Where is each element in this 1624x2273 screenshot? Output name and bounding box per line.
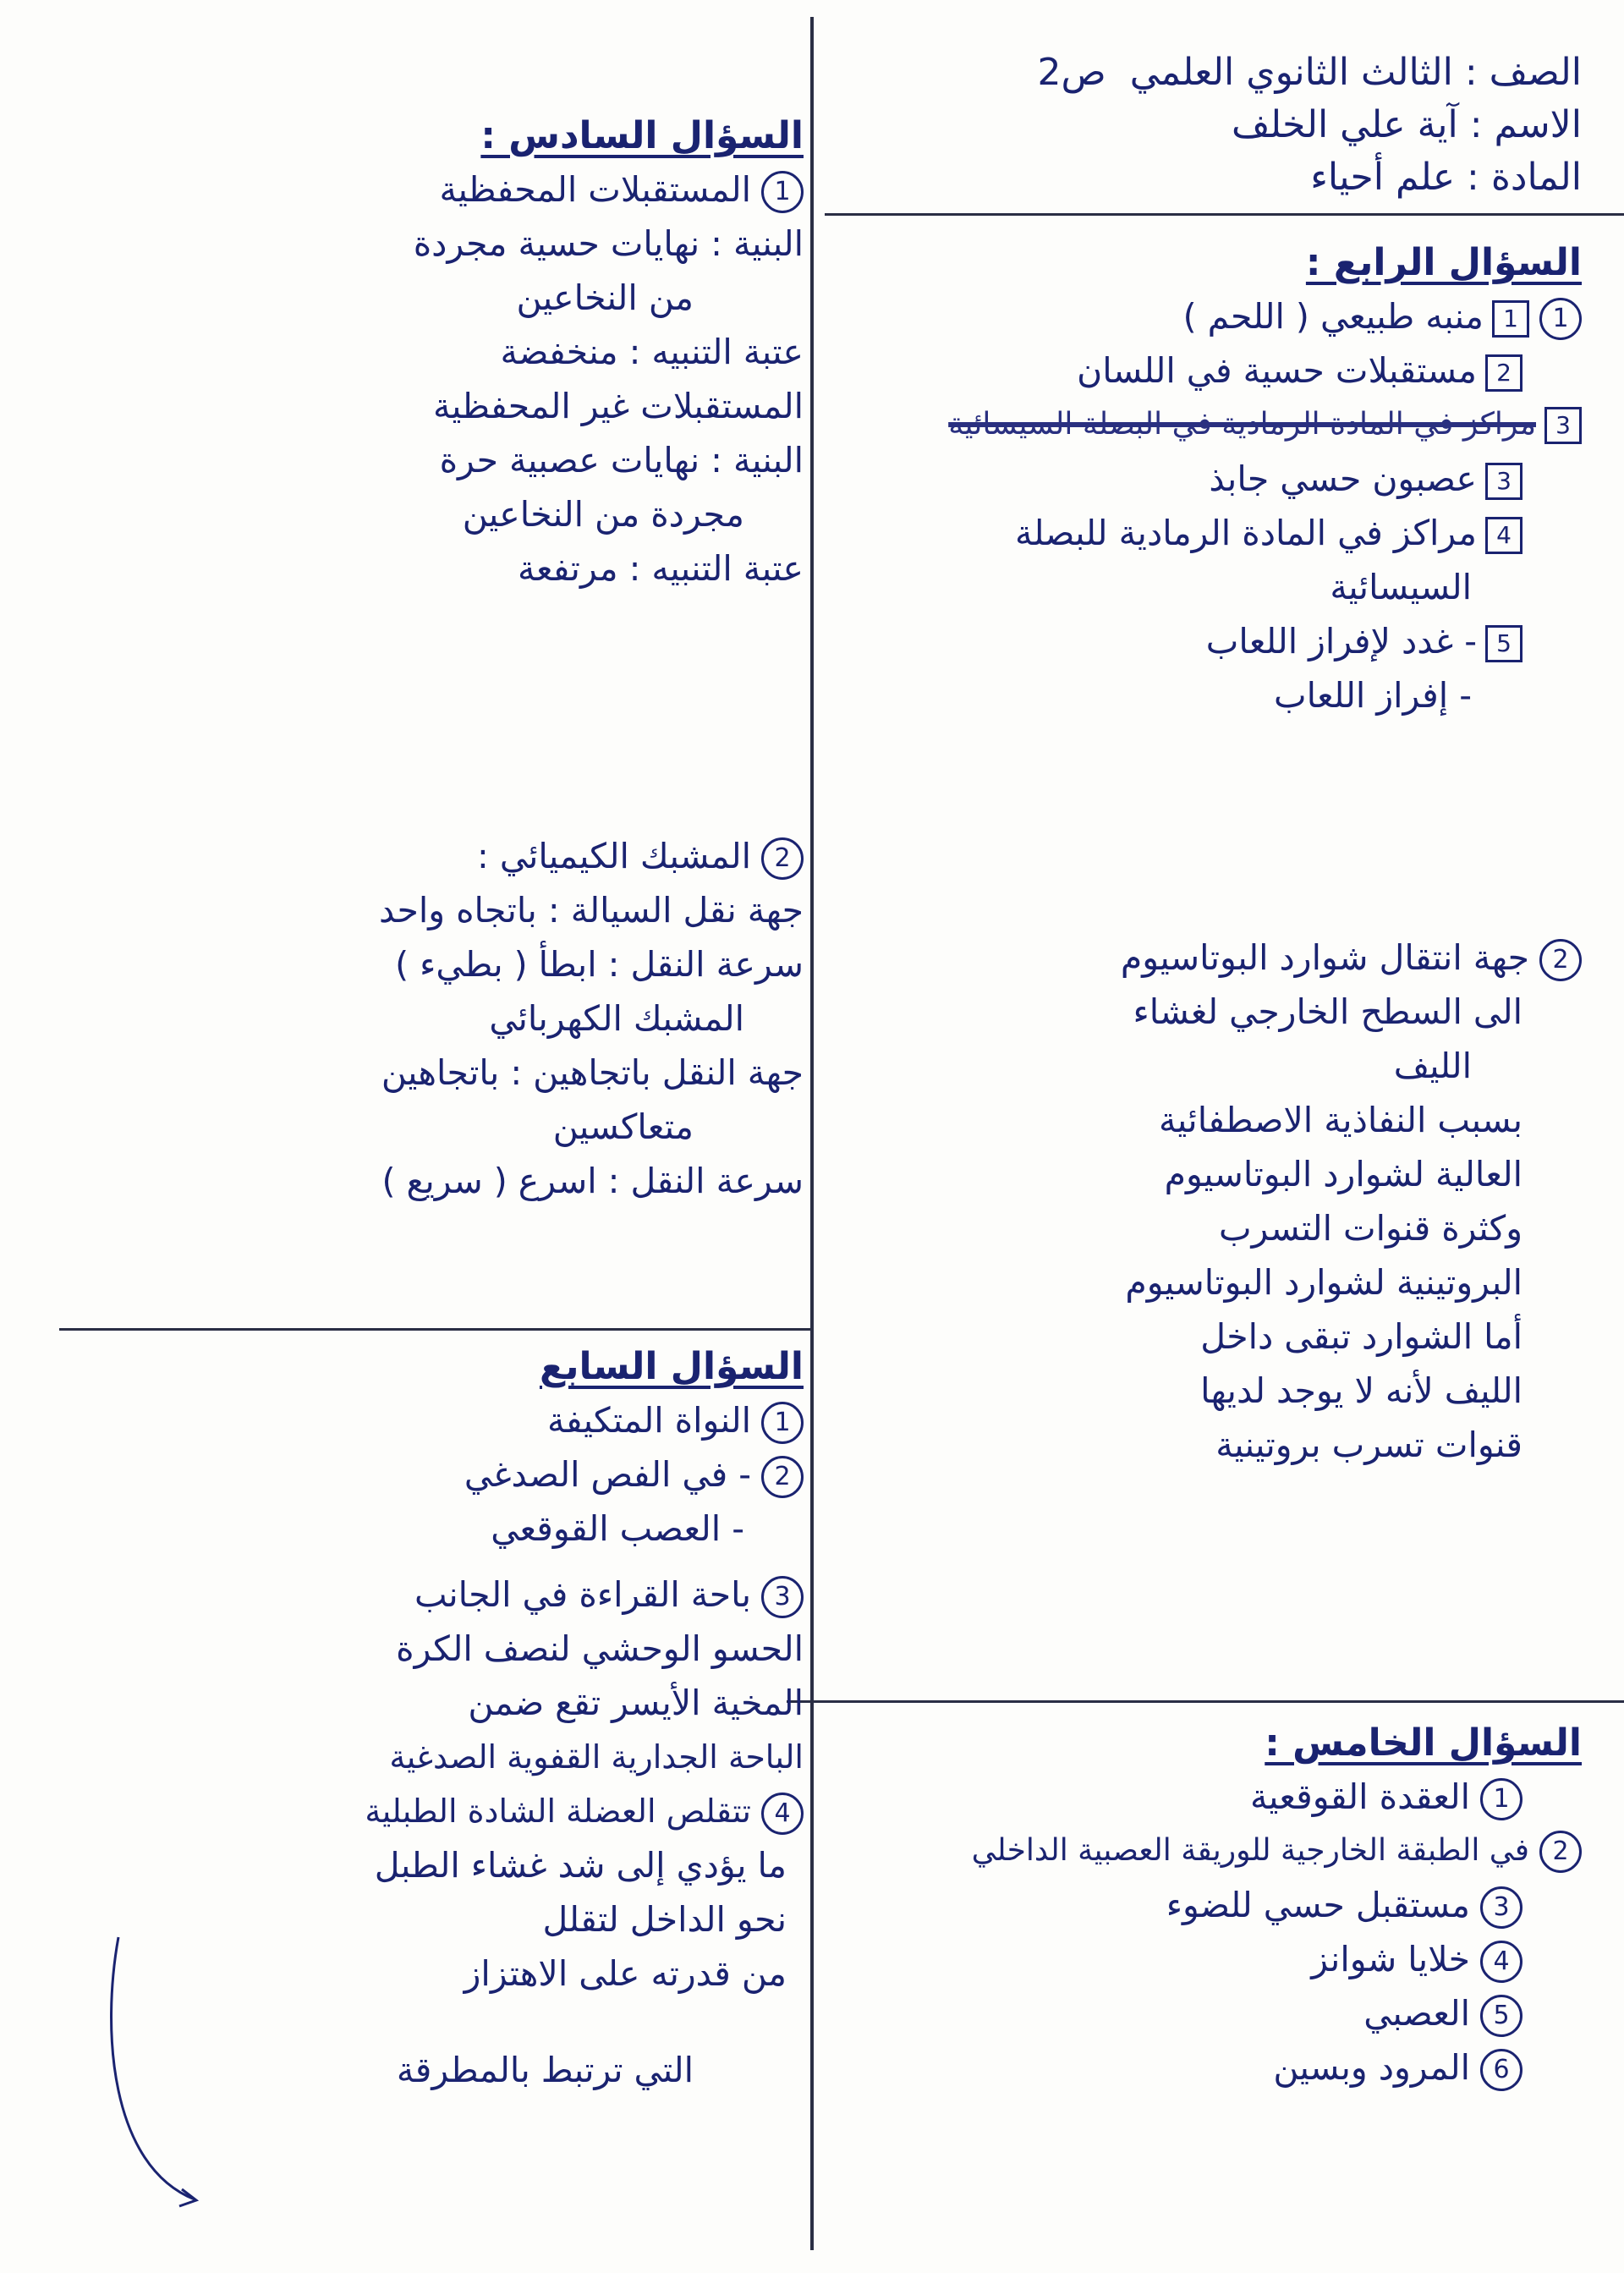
- q4-sub-badge: 5: [1485, 625, 1522, 662]
- q6-part1-line: البنية : نهايات حسية مجردة: [413, 223, 804, 264]
- q6-part2-line: جهة نقل السيالة : باتجاه واحد: [378, 890, 804, 931]
- q5-item: 1العقدة القوقعية: [825, 1770, 1582, 1824]
- q7-part4-line: من قدرته على الاهتزاز: [464, 1953, 787, 1994]
- q4-part2-line: الليف لأنه لا يوجد لديها: [1200, 1370, 1522, 1411]
- q4-part2-line: 2جهة انتقال شوارد البوتاسيوم: [825, 931, 1582, 985]
- q5-number-badge: 1: [1480, 1778, 1522, 1820]
- q6-part2-badge: 2: [761, 837, 804, 880]
- page-marker: ص2: [1037, 51, 1106, 94]
- q4-item: 5- غدد لإفراز اللعاب: [825, 614, 1582, 668]
- q7-item: 1النواة المتكيفة: [51, 1393, 804, 1447]
- q6-part1-line: 1المستقبلات المحفظية: [51, 162, 804, 217]
- q4-sub-badge: 1: [1492, 300, 1529, 338]
- q4-part2-line: بسبب النفاذية الاصطفائية: [1158, 1100, 1522, 1140]
- q7-item: 2- في الفص الصدغي: [51, 1447, 804, 1502]
- q7-part4-badge: 4: [761, 1793, 804, 1835]
- q7-item: - العصب القوقعي: [491, 1508, 744, 1549]
- q7-title: السؤال السابع: [539, 1345, 804, 1388]
- q6-part2-line: متعاكسين: [552, 1106, 694, 1147]
- q5-number-badge: 4: [1480, 1941, 1522, 1983]
- q7-part3-line: الباحة الجدارية القفوية الصدغية: [389, 1738, 804, 1776]
- q5-number-badge: 3: [1480, 1886, 1522, 1929]
- q5-number-badge: 5: [1480, 1995, 1522, 2037]
- q6-part1-line: من النخاعين: [516, 277, 694, 318]
- q4-sub-badge: 4: [1485, 517, 1522, 554]
- q6-part2-line: جهة النقل باتجاهين : باتجاهين: [381, 1052, 804, 1093]
- q7-number-badge: 2: [761, 1456, 804, 1498]
- q6-part1-line: البنية : نهايات عصبية حرة: [439, 440, 804, 480]
- q7-part4-line: 4تتقلص العضلة الشادة الطبلية: [51, 1784, 804, 1838]
- q4-sub-badge: 2: [1485, 354, 1522, 392]
- q7-arrow-note: التي ترتبط بالمطرقة: [396, 2050, 694, 2090]
- q5-item: 3مستقبل حسي للضوء: [825, 1878, 1582, 1932]
- q6-part2-line: سرعة النقل : اسرع ( سريع ): [381, 1161, 804, 1201]
- q7-part4-line: نحو الداخل لتقلل: [542, 1899, 787, 1940]
- subject-line: المادة : علم أحياء: [1310, 156, 1582, 199]
- q7-number-badge: 1: [761, 1402, 804, 1444]
- q4-part2-line: البروتينية لشوارد البوتاسيوم: [1125, 1262, 1522, 1303]
- q6-part1-line: عتبة التنبيه : منخفضة: [500, 332, 804, 372]
- q4-sub-badge: 3: [1544, 407, 1582, 444]
- q4-number-badge: 1: [1539, 298, 1582, 340]
- q4-item: 3عصبون حسي جابذ: [825, 452, 1582, 506]
- q6-part2-line: المشبك الكهربائي: [489, 998, 744, 1039]
- q4-part2-line: العالية لشوارد البوتاسيوم: [1164, 1154, 1522, 1194]
- q5-item: 2في الطبقة الخارجية للوريقة العصبية الداخلي: [825, 1824, 1582, 1878]
- q4-sub-badge: 3: [1485, 463, 1522, 500]
- q6-part2-line: 2المشبك الكيميائي :: [51, 829, 804, 883]
- q5-item: 4خلايا شوانز: [825, 1932, 1582, 1986]
- q4-title: السؤال الرابع :: [1305, 241, 1582, 284]
- q7-part3-badge: 3: [761, 1576, 804, 1618]
- q4-item: 2مستقبلات حسية في اللسان: [825, 343, 1582, 398]
- q4-part2-line: قنوات تسرب بروتينية: [1215, 1425, 1522, 1465]
- q4-item-continuation: - إفراز اللعاب: [1274, 675, 1472, 716]
- q4-item-struck: 3مراكز في المادة الرمادية في البصلة السيسائية: [825, 398, 1582, 452]
- q7-part3-line: المخية الأيسر تقع ضمن: [468, 1683, 804, 1723]
- q5-item: 5العصبي: [825, 1986, 1582, 2040]
- q6-part1-line: مجردة من النخاعين: [462, 494, 744, 535]
- q5-number-badge: 2: [1539, 1831, 1582, 1873]
- q6-title: السؤال السادس :: [480, 114, 804, 157]
- q5-number-badge: 6: [1480, 2049, 1522, 2091]
- q4-part2-line: الليف: [1393, 1046, 1472, 1086]
- q4-item: 4مراكز في المادة الرمادية للبصلة: [825, 506, 1582, 560]
- q4-part2-badge: 2: [1539, 939, 1582, 981]
- q4-part2-line: الى السطح الخارجي لغشاء: [1133, 991, 1522, 1032]
- q7-part3-line: الحسو الوحشي لنصف الكرة: [396, 1628, 804, 1669]
- q5-title: السؤال الخامس :: [1265, 1721, 1582, 1765]
- q4-item: 11منبه طبيعي ( اللحم ): [825, 289, 1582, 343]
- q7-part4-line: ما يؤدي إلى شد غشاء الطبل: [374, 1845, 787, 1886]
- name-line: الاسم : آية علي الخلف: [1232, 103, 1582, 146]
- q6-part1-badge: 1: [761, 171, 804, 213]
- q4-part2-line: أما الشوارد تبقى داخل: [1200, 1316, 1522, 1357]
- q4-item-continuation: السيسائية: [1330, 567, 1472, 607]
- q6-part1-line: عتبة التنبيه : مرتفعة: [518, 548, 804, 589]
- arrow-curve: [112, 1937, 195, 2199]
- q6-part1-line: المستقبلات غير المحفظية: [433, 386, 804, 426]
- q6-part2-line: سرعة النقل : ابطأ ( بطيء ): [395, 944, 804, 985]
- q4-part2-line: وكثرة قنوات التسرب: [1218, 1208, 1522, 1249]
- class-line: الصف : الثالث الثانوي العلمي ص2: [1037, 51, 1582, 94]
- q7-part3-line: 3باحة القراءة في الجانب: [51, 1567, 804, 1622]
- q5-item: 6المرود وبسين: [825, 2040, 1582, 2095]
